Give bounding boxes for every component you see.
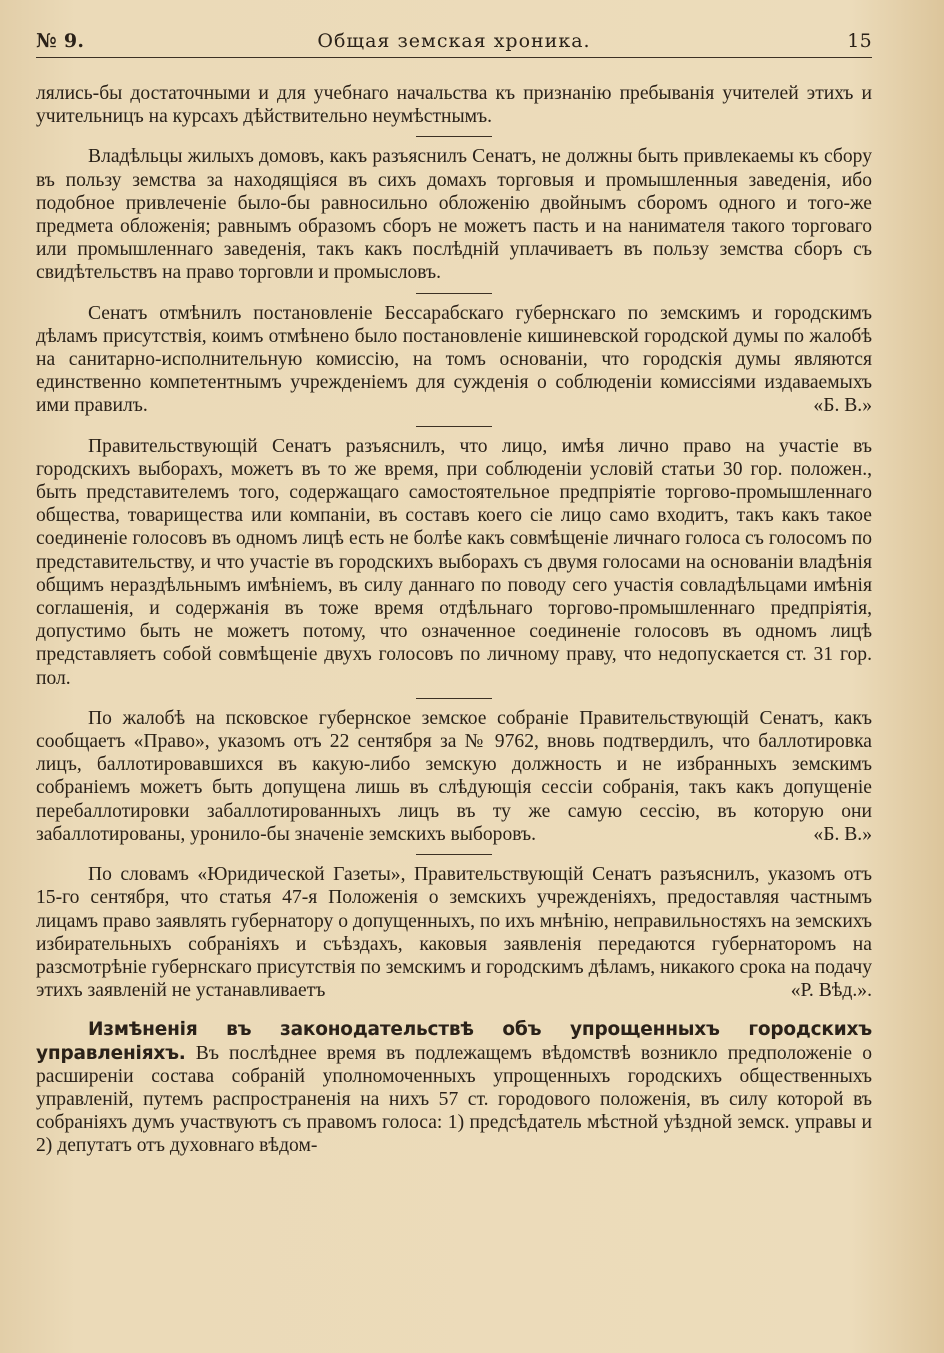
separator-rule: [416, 136, 492, 137]
paragraph-text: лялись-бы достаточными и для учебнаго начальства къ признанію пребыванія учителей этихъ и учительницъ на курсахъ дѣйствительно неумѣстнымъ.: [36, 83, 872, 128]
paragraph-text: Владѣльцы жилыхъ домовъ, какъ разъяснилъ Сенатъ, не должны быть привлекаемы къ сбору въ пользу земства за находящіяся въ сихъ домахъ торговыя и промышленныя заведенія, ибо подобное привлеченіе было-бы равносильно обложенію двойнымъ сборомъ одного и того-же предмета обложенія; равнымъ образомъ сборъ не можетъ пасть и на нанимателя такого торговаго или промышленнаго заведенія, такъ какъ послѣдній уплачиваетъ въ пользу земства сборъ съ свидѣтельствъ на право торговли и промысловъ.: [36, 146, 872, 284]
paragraph-text: Правительствующій Сенатъ разъяснилъ, что лицо, имѣя лично право на участіе въ городскихъ выборахъ, можетъ въ то же время, при соблюденіи условій статьи 30 гор. положен., быть представителемъ того, содержащаго самостоятельное предпріятіе торгово-промышленнаго общества, товарищества или компаніи, въ составъ коего сіе лицо само входитъ, такъ какъ такое соединеніе голосовъ въ одномъ лицѣ есть не болѣе какъ совмѣщеніе личнаго голоса съ голосомъ по представительству, и что участіе въ городскихъ выборахъ съ двумя голосами на основаніи владѣнія общимъ нераздѣльнымъ имѣніемъ, въ силу даннаго по поводу сего участія совладѣльцами имѣнія соглашенія, и содержанія въ тоже время отдѣльнаго торгово-промышленнаго предпріятія, допустимо быть не можетъ потому, что означенное соединеніе голосовъ въ одномъ лицѣ представляетъ собой совмѣщеніе двухъ голосовъ по личному праву, что недопускается ст. 31 гор. пол.: [36, 435, 872, 689]
issue-number: № 9.: [36, 30, 85, 52]
section-text: Въ послѣднее время въ подлежащемъ вѣдомствѣ возникло предположеніе о расширеніи состава собраній уполномоченныхъ упрощенныхъ городскихъ общественныхъ управленій, путемъ распространенія на нихъ 57 ст. городового положенія, въ силу которой въ собраніяхъ думъ участвуютъ съ правомъ голоса: 1) предсѣдатель мѣстной уѣздной земск. управы и 2) депутатъ отъ духовнаго вѣдом-: [36, 1042, 872, 1157]
source-citation: «Р. Вѣд.».: [790, 980, 872, 1002]
paragraph-continuation: [36, 82, 872, 128]
separator-rule: [416, 293, 492, 294]
separator-rule: [416, 426, 492, 427]
paragraph-house-owners: [36, 145, 872, 284]
paragraph-bessarabia: [36, 302, 872, 418]
paragraph-text: По словамъ «Юридической Газеты», Правительствующій Сенатъ разъяснилъ, указомъ отъ 15-го сентября, что статья 47-я Положенія о земскихъ учрежденіяхъ, предоставляя частнымъ лицамъ право заявлять губернатору о допущенныхъ, по ихъ мнѣнію, неправильностяхъ на земскихъ избирательныхъ собраніяхъ и съѣздахъ, каковыя заявленія передаются губернаторомъ на разсмотрѣніе губернскаго присутствія по земскимъ и городскимъ дѣламъ, никакого срока на подачу этихъ заявленій не устанавливаетъ: [36, 864, 872, 1002]
page-header: [36, 30, 872, 56]
paragraph-legal-gazette: [36, 863, 872, 1002]
section-heading: Измѣненія въ законодательствѣ объ упрощенныхъ городскихъ управленіяхъ.: [36, 1019, 872, 1064]
paragraph-city-elections: [36, 435, 872, 690]
section-simplified-administration: [36, 1018, 872, 1157]
paragraph-pskov: [36, 707, 872, 846]
page-number: 15: [847, 30, 872, 52]
source-citation: «Б. В.»: [813, 395, 872, 417]
paragraph-text: По жалобѣ на псковское губернское земское собраніе Правительствующій Сенатъ, какъ сообщаетъ «Право», указомъ отъ 22 сентября за № 9762, вновь подтвердилъ, что баллотировка лицъ, баллотировавшихся въ какую-либо земскую должность и не избранныхъ земскимъ собраніемъ можетъ быть допущена лишь въ слѣдующія сессіи собранія, такъ какъ допущеніе перебаллотировки забаллотированныхъ лицъ въ ту же самую сессію, въ которую они забаллотированы, уронило-бы значеніе земскихъ выборовъ.: [36, 707, 872, 845]
paragraph-text: Сенатъ отмѣнилъ постановленіе Бессарабскаго губернскаго по земскимъ и городскимъ дѣламъ присутствія, коимъ отмѣнено было постановленіе кишиневской городской думы по жалобѣ на санитарно-исполнительную комиссію, на томъ основаніи, что городскія думы являются единственно компетентнымъ учрежденіемъ для сужденія о соблюденіи комиссіями издаваемыхъ ими правилъ.: [36, 302, 872, 417]
separator-rule: [416, 698, 492, 699]
section-title: Общая земская хроника.: [317, 30, 591, 52]
header-rule: [36, 57, 872, 58]
source-citation: «Б. В.»: [813, 823, 872, 845]
article-body: [36, 82, 872, 1158]
separator-rule: [416, 854, 492, 855]
